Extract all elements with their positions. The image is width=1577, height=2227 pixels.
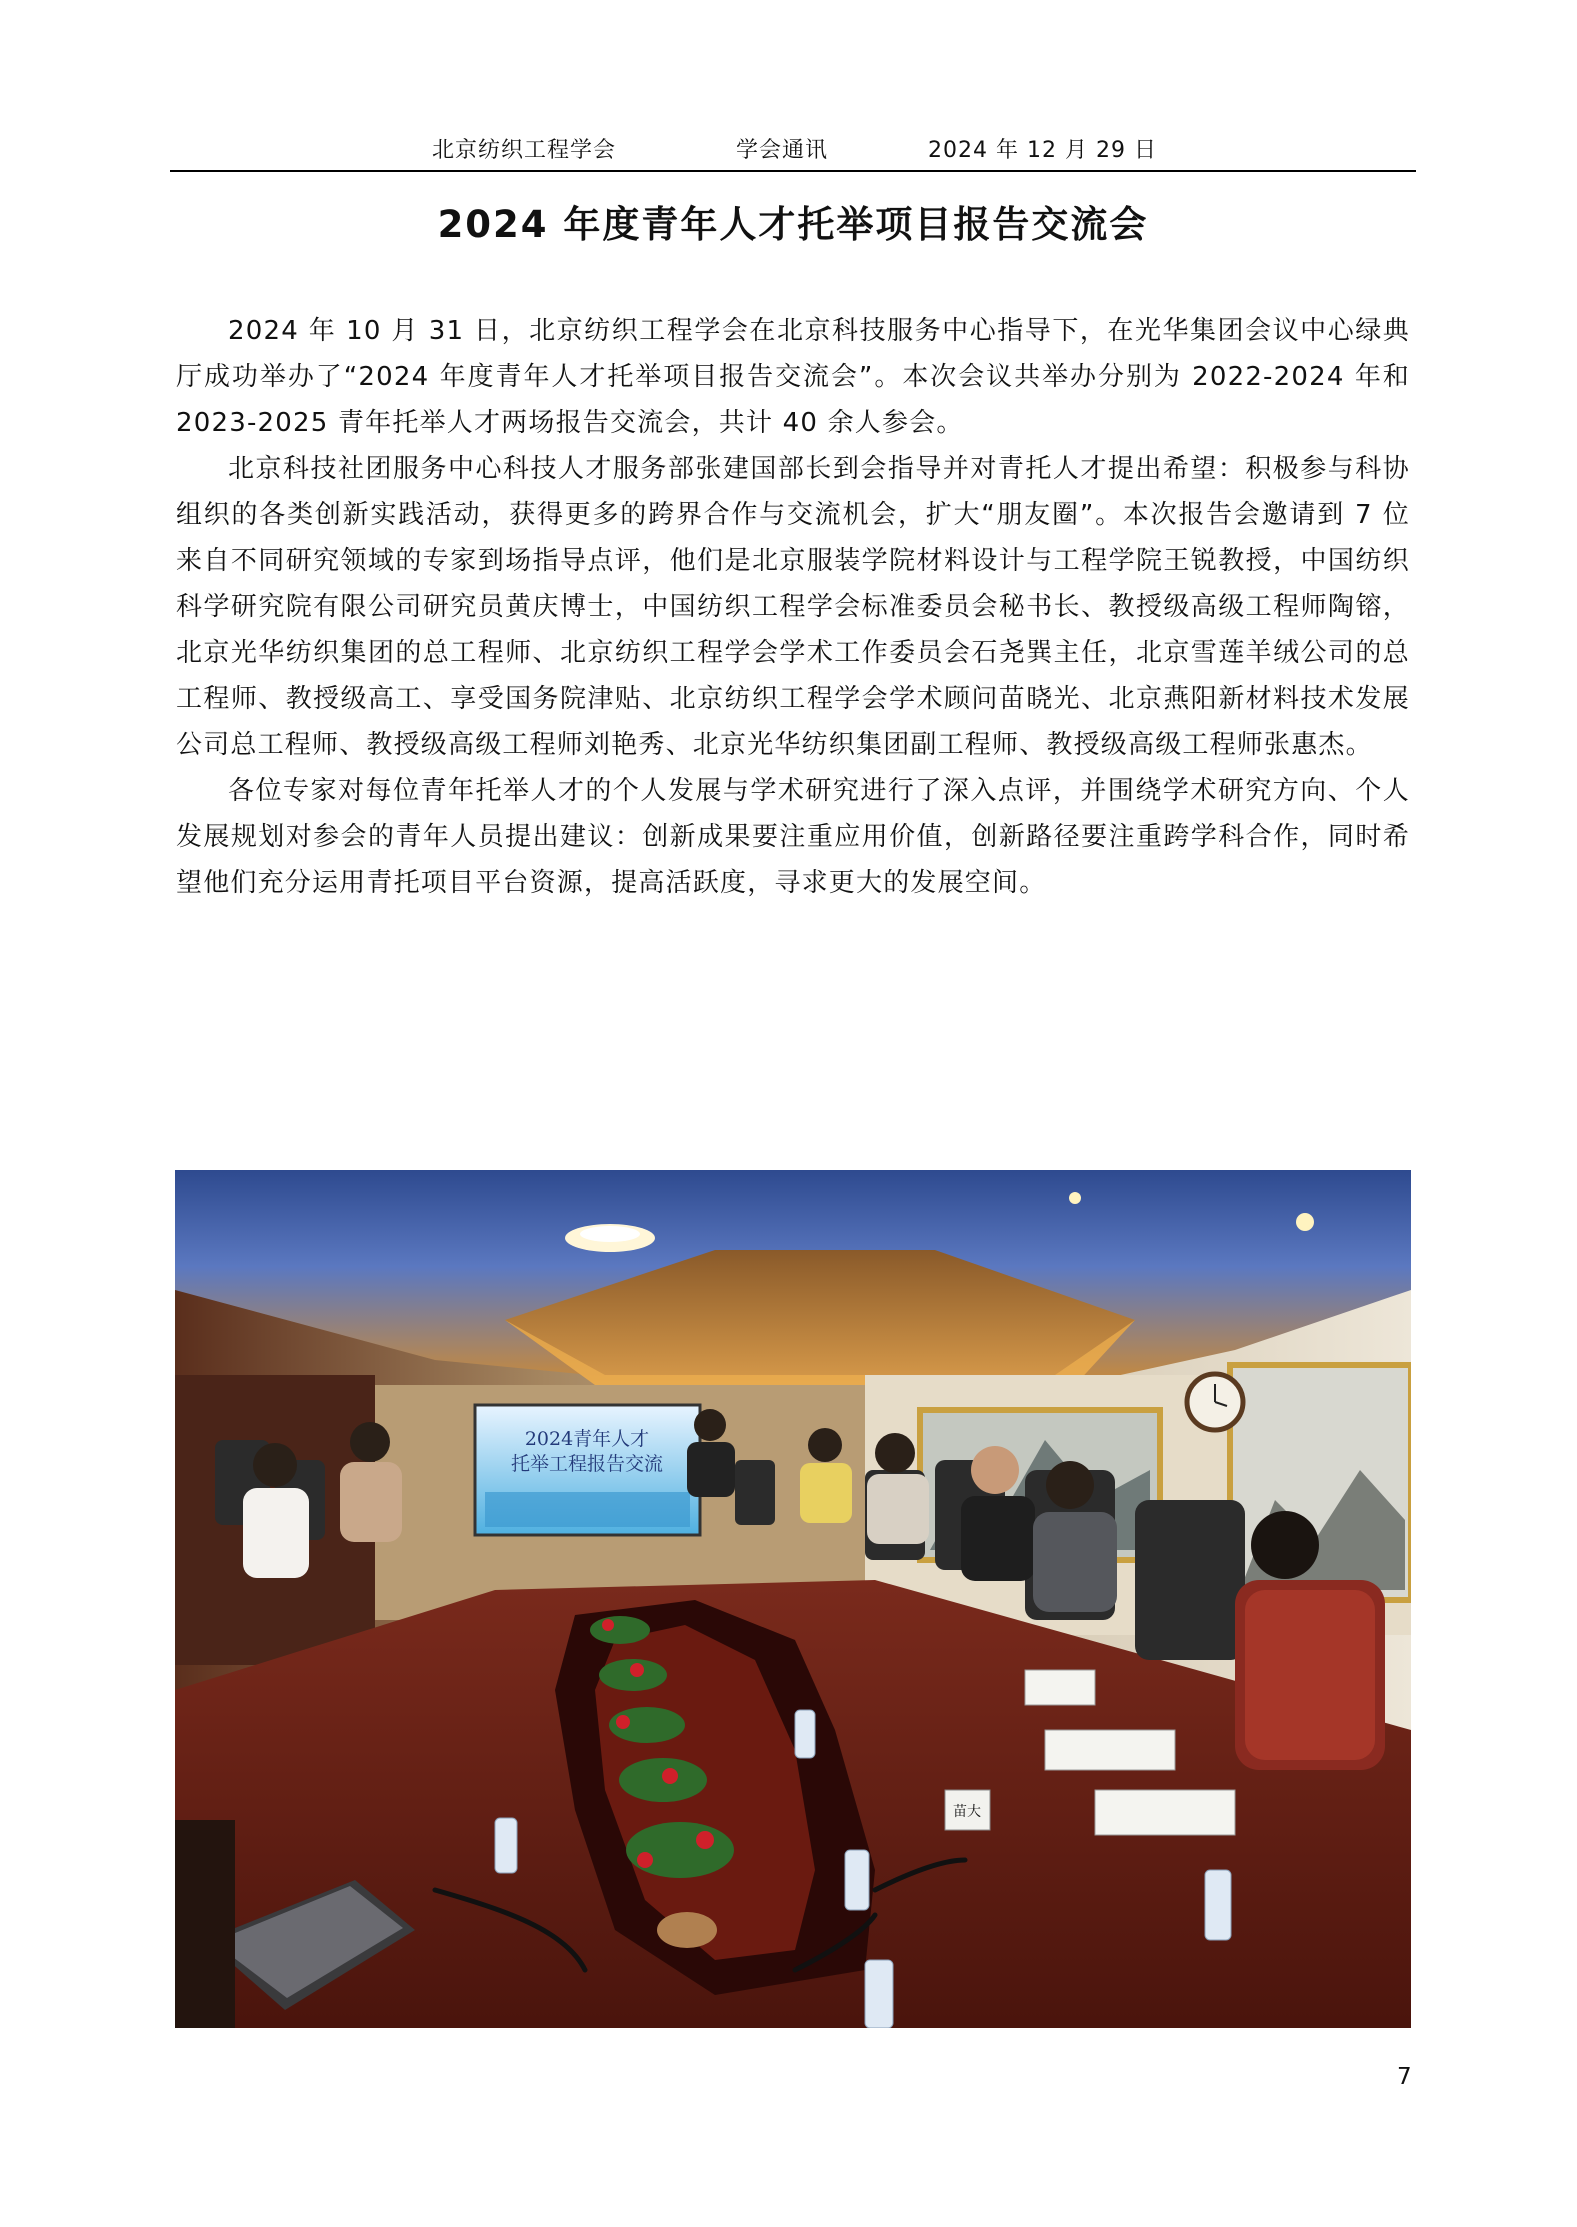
- nameplate-text: 苗大: [953, 1804, 981, 1820]
- paragraph-meeting-overview: 2024 年 10 月 31 日，北京纺织工程学会在北京科技服务中心指导下，在光华集团会议中心绿典厅成功举办了“2024 年度青年人才托举项目报告交流会”。本次会议共举办分别为 2022-2024 年和 2023-2025 青年托举人才两场报告交流会，共计 40 余人参会。: [176, 316, 1410, 438]
- page-number: 7: [1397, 2064, 1412, 2090]
- paragraph-expert-comments: 各位专家对每位青年托举人才的个人发展与学术研究进行了深入点评，并围绕学术研究方向、个人发展规划对参会的青年人员提出建议：创新成果要注重应用价值，创新路径要注重跨学科合作，同时希望他们充分运用青托项目平台资源，提高活跃度，寻求更大的发展空间。: [176, 776, 1410, 898]
- meeting-photo: [175, 1170, 1411, 2028]
- page-header: [170, 128, 1416, 172]
- screen-title-line2: 托举工程报告交流: [510, 1453, 664, 1475]
- header-organization: 北京纺织工程学会: [432, 138, 617, 163]
- article-title: 2024 年度青年人才托举项目报告交流会: [437, 203, 1149, 246]
- article-body: [176, 308, 1410, 906]
- screen-title-line1: 2024青年人才: [524, 1428, 650, 1450]
- paragraph-guidance-and-experts: 北京科技社团服务中心科技人才服务部张建国部长到会指导并对青托人才提出希望：积极参与科协组织的各类创新实践活动，获得更多的跨界合作与交流机会，扩大“朋友圈”。本次报告会邀请到 7 位来自不同研究领域的专家到场指导点评，他们是北京服装学院材料设计与工程学院王锐教授，中国纺织科学研究院有限公司研究员黄庆博士，中国纺织工程学会标准委员会秘书长、教授级高级工程师陶镕，北京光华纺织集团的总工程师、北京纺织工程学会学术工作委员会石尧巽主任，北京雪莲羊绒公司的总工程师、教授级高工、享受国务院津贴、北京纺织工程学会学术顾问苗晓光、北京燕阳新材料技术发展公司总工程师、教授级高级工程师刘艳秀、北京光华纺织集团副工程师、教授级高级工程师张惠杰。: [176, 454, 1410, 760]
- header-bulletin: 学会通讯: [736, 138, 829, 163]
- header-date: 2024 年 12 月 29 日: [928, 138, 1157, 163]
